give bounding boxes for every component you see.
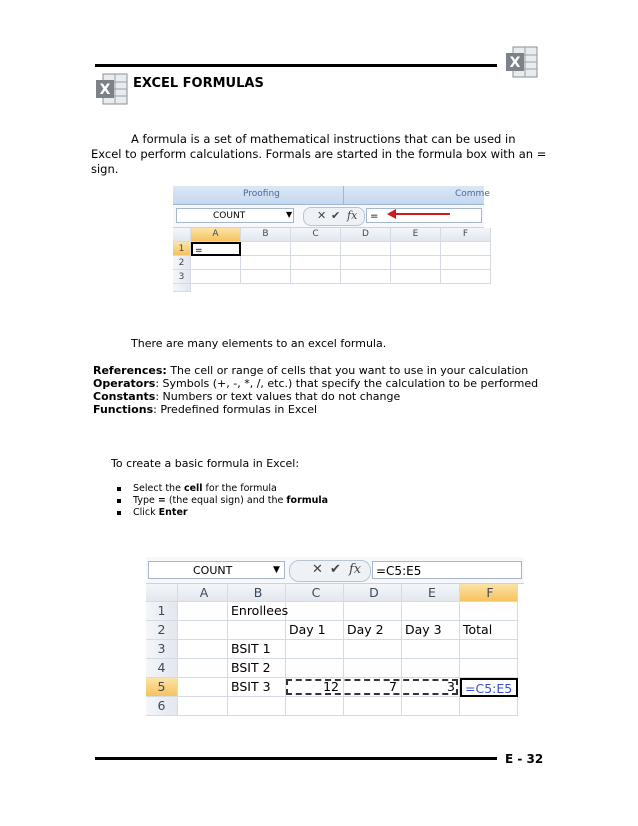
row-header-4[interactable]: 4 [146, 659, 178, 678]
cell-a3[interactable] [191, 270, 241, 284]
definition-term: Functions [93, 403, 154, 416]
formula-input[interactable]: = [366, 208, 482, 223]
cell-f2[interactable]: Total [460, 621, 518, 640]
intro-paragraph [91, 132, 547, 177]
cell-a2[interactable] [178, 621, 228, 640]
ribbon [173, 186, 490, 205]
row-header-3[interactable]: 3 [146, 640, 178, 659]
step-text: for the formula [202, 483, 277, 494]
definition-term: Constants [93, 390, 156, 403]
column-header-d[interactable]: D [341, 228, 391, 242]
cell-b2[interactable] [228, 621, 286, 640]
cell-f4[interactable] [460, 659, 518, 678]
cell-f2[interactable] [441, 256, 491, 270]
page-number: E - 32 [505, 752, 544, 766]
name-box[interactable]: COUNT [148, 561, 285, 579]
corner-cell[interactable] [173, 228, 191, 242]
cell-f6[interactable] [460, 697, 518, 716]
cell-e1[interactable] [402, 602, 460, 621]
row-header-2[interactable]: 2 [146, 621, 178, 640]
cell-d2[interactable] [341, 256, 391, 270]
column-header-a[interactable]: A [178, 584, 228, 602]
bullet-icon [117, 487, 121, 491]
definition-text: The cell or range of cells that you want to use in your calculation [166, 364, 529, 377]
svg-text:X: X [99, 82, 111, 98]
cell-a2[interactable] [191, 256, 241, 270]
cell-b3[interactable] [241, 270, 291, 284]
row-header-1[interactable]: 1 [146, 602, 178, 621]
check-icon[interactable]: ✔ [330, 562, 341, 577]
cell-f1[interactable] [460, 602, 518, 621]
cell-b4[interactable]: BSIT 2 [228, 659, 286, 678]
excel-logo-icon [505, 45, 539, 79]
definition-term: References: [93, 364, 167, 377]
name-box[interactable]: COUNT [176, 208, 294, 223]
cell-c4[interactable] [286, 659, 344, 678]
cell-a1[interactable] [178, 602, 228, 621]
definition-item [93, 364, 528, 377]
step-text: Type [133, 495, 158, 506]
corner-cell[interactable] [146, 584, 178, 602]
cell-c1[interactable] [286, 602, 344, 621]
row-header-1[interactable]: 1 [173, 242, 191, 256]
chevron-down-icon[interactable]: ▼ [273, 565, 280, 575]
cell-e6[interactable] [402, 697, 460, 716]
step-text: = [157, 495, 166, 506]
cell-f5[interactable]: =C5:E5 [460, 678, 518, 697]
cell-e2[interactable] [391, 256, 441, 270]
definition-term: Operators [93, 377, 156, 390]
cell-d1[interactable] [344, 602, 402, 621]
cell-a1[interactable]: = [191, 242, 241, 256]
cell-d5[interactable]: 7 [344, 678, 402, 697]
column-header-c[interactable]: C [286, 584, 344, 602]
excel-screenshot-1 [173, 186, 490, 298]
step-item [117, 483, 277, 495]
cell-d3[interactable] [344, 640, 402, 659]
cell-f1[interactable] [441, 242, 491, 256]
step-text: Click [133, 507, 159, 518]
row-header-5[interactable]: 5 [146, 678, 178, 697]
row-header-2[interactable]: 2 [173, 256, 191, 270]
step-item [117, 507, 188, 519]
column-header-d[interactable]: D [344, 584, 402, 602]
cell-e1[interactable] [391, 242, 441, 256]
cell-b1[interactable] [241, 242, 291, 256]
header-rule [95, 64, 497, 67]
howto-intro: To create a basic formula in Excel: [111, 457, 300, 470]
bullet-icon [117, 499, 121, 503]
cell-c2[interactable] [291, 256, 341, 270]
cell-c5[interactable]: 12 [286, 678, 344, 697]
cell-c3[interactable] [291, 270, 341, 284]
x-icon[interactable]: ✕ [317, 209, 327, 222]
cell-f3[interactable] [441, 270, 491, 284]
definition-text: : Symbols (+, -, *, /, etc.) that specify the calculation to be performed [155, 377, 539, 390]
fx-icon[interactable]: fx [347, 209, 358, 222]
definition-item [93, 403, 317, 416]
cell-f3[interactable] [460, 640, 518, 659]
step-text: (the equal sign) and the [165, 495, 287, 506]
step-text: Select the [133, 483, 184, 494]
check-icon[interactable]: ✔ [331, 209, 341, 222]
page-title: EXCEL FORMULAS [133, 76, 264, 91]
column-header-e[interactable]: E [391, 228, 441, 242]
red-arrow [390, 213, 450, 215]
column-header-f[interactable]: F [441, 228, 491, 242]
range-selection-c5-e5 [286, 679, 458, 695]
x-icon[interactable]: ✕ [312, 562, 323, 577]
cell-e3[interactable] [391, 270, 441, 284]
cell-e5[interactable]: 3 [402, 678, 460, 697]
bullet-icon [117, 511, 121, 515]
step-text: formula [286, 495, 329, 506]
cell-b5[interactable]: BSIT 3 [228, 678, 286, 697]
definition-text: : Predefined formulas in Excel [153, 403, 318, 416]
cell-c2[interactable]: Day 1 [286, 621, 344, 640]
formula-bar [173, 205, 484, 228]
row-header-3[interactable]: 3 [173, 270, 191, 284]
cell-b3[interactable]: BSIT 1 [228, 640, 286, 659]
step-text: cell [183, 483, 203, 494]
chevron-down-icon[interactable]: ▼ [286, 210, 293, 219]
cell-d3[interactable] [341, 270, 391, 284]
formula-buttons [303, 207, 365, 226]
cell-a5[interactable] [178, 678, 228, 697]
definition-item [93, 377, 538, 390]
cell-d1[interactable] [341, 242, 391, 256]
fx-icon[interactable]: fx [349, 562, 362, 577]
definition-item [93, 390, 400, 403]
excel-screenshot-2 [146, 557, 524, 713]
column-header-c[interactable]: C [291, 228, 341, 242]
formula-bar [146, 557, 524, 584]
footer-rule [95, 757, 497, 760]
cell-e2[interactable]: Day 3 [402, 621, 460, 640]
step-text: Enter [158, 507, 188, 518]
formula-input[interactable]: =C5:E5 [372, 561, 522, 579]
step-item [117, 495, 328, 507]
cell-d6[interactable] [344, 697, 402, 716]
cell-a3[interactable] [178, 640, 228, 659]
cell-b6[interactable] [228, 697, 286, 716]
cell-a6[interactable] [178, 697, 228, 716]
column-header-a[interactable]: A [191, 228, 241, 242]
cell-b1[interactable]: Enrollees [228, 602, 286, 621]
cell-c6[interactable] [286, 697, 344, 716]
elements-intro: There are many elements to an excel formula. [131, 337, 387, 350]
column-header-e[interactable]: E [402, 584, 460, 602]
cell-b2[interactable] [241, 256, 291, 270]
cell-d2[interactable]: Day 2 [344, 621, 402, 640]
column-header-b[interactable]: B [241, 228, 291, 242]
ribbon-group-proofing: Proofing [243, 189, 280, 199]
definition-text: : Numbers or text values that do not change [155, 390, 401, 403]
cell-a4[interactable] [178, 659, 228, 678]
cell-e4[interactable] [402, 659, 460, 678]
row-header-partial [173, 284, 191, 292]
column-header-b[interactable]: B [228, 584, 286, 602]
excel-logo-icon [95, 72, 129, 106]
formula-buttons [289, 560, 371, 582]
column-header-f[interactable]: F [460, 584, 518, 602]
row-header-6[interactable]: 6 [146, 697, 178, 716]
cell-c3[interactable] [286, 640, 344, 659]
svg-text:X: X [509, 55, 521, 71]
ribbon-group-comments: Comme [455, 189, 490, 199]
cell-d4[interactable] [344, 659, 402, 678]
cell-e3[interactable] [402, 640, 460, 659]
cell-c1[interactable] [291, 242, 341, 256]
intro-text: A formula is a set of mathematical instructions that can be used in Excel to perform calculations. Formals are started in the formula box with an = sign. [91, 132, 547, 176]
